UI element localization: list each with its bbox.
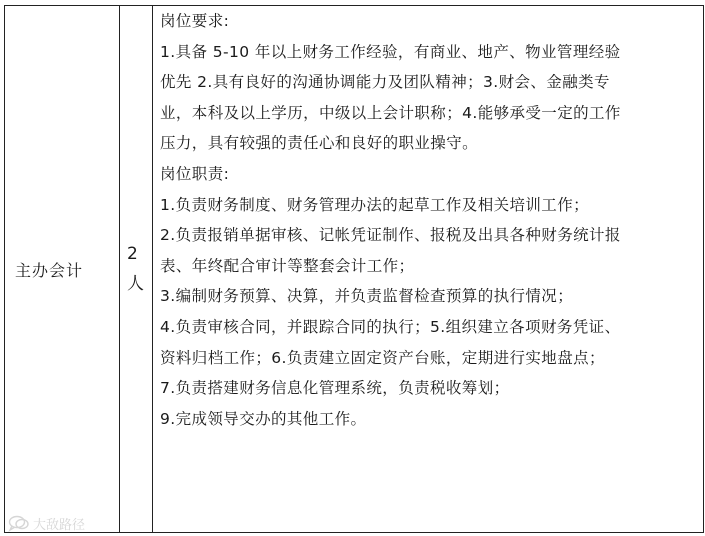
description-line: 9.完成领导交办的其他工作。 [160, 409, 367, 428]
description-line: 1.负责财务制度、财务管理办法的起草工作及相关培训工作； [160, 195, 589, 214]
description-line: 3.编制财务预算、决算，并负责监督检查预算的执行情况； [160, 287, 574, 306]
description-line: 表、年终配合审计等整套会计工作； [160, 256, 415, 275]
description-line: 4.负责审核合同，并跟踪合同的执行；5.组织建立各项财务凭证、 [160, 317, 621, 336]
watermark-text: 大敌路径 [33, 517, 86, 533]
job-posting-table [4, 5, 704, 533]
position-title: 主办会计 [15, 260, 84, 280]
description-line: 7.负责搭建财务信息化管理系统，负责税收筹划； [160, 379, 510, 398]
description-line: 2.负责报销单据审核、记帐凭证制作、报税及出具各种财务统计报 [160, 226, 621, 245]
description-line: 业，本科及以上学历，中级以上会计职称；4.能够承受一定的工作 [160, 103, 621, 122]
watermark [8, 512, 85, 534]
description-line: 资料归档工作；6.负责建立固定资产台账，定期进行实地盘点； [160, 348, 605, 367]
headcount-number: 2 [127, 244, 138, 264]
table-row [5, 6, 704, 533]
description-line: 优先 2.具有良好的沟通协调能力及团队精神；3.财会、金融类专 [160, 73, 610, 92]
description-line: 岗位要求: [160, 12, 230, 30]
description-line: 岗位职责: [160, 164, 230, 183]
position-title-cell [5, 6, 120, 533]
headcount-cell [120, 6, 153, 533]
description-line: 压力，具有较强的责任心和良好的职业操守。 [160, 134, 479, 153]
description-cell [153, 6, 704, 533]
description-line: 1.具备 5-10 年以上财务工作经验，有商业、地产、物业管理经验 [160, 42, 621, 61]
chat-bubble-logo-icon [8, 514, 30, 532]
headcount-unit: 人 [127, 274, 144, 294]
